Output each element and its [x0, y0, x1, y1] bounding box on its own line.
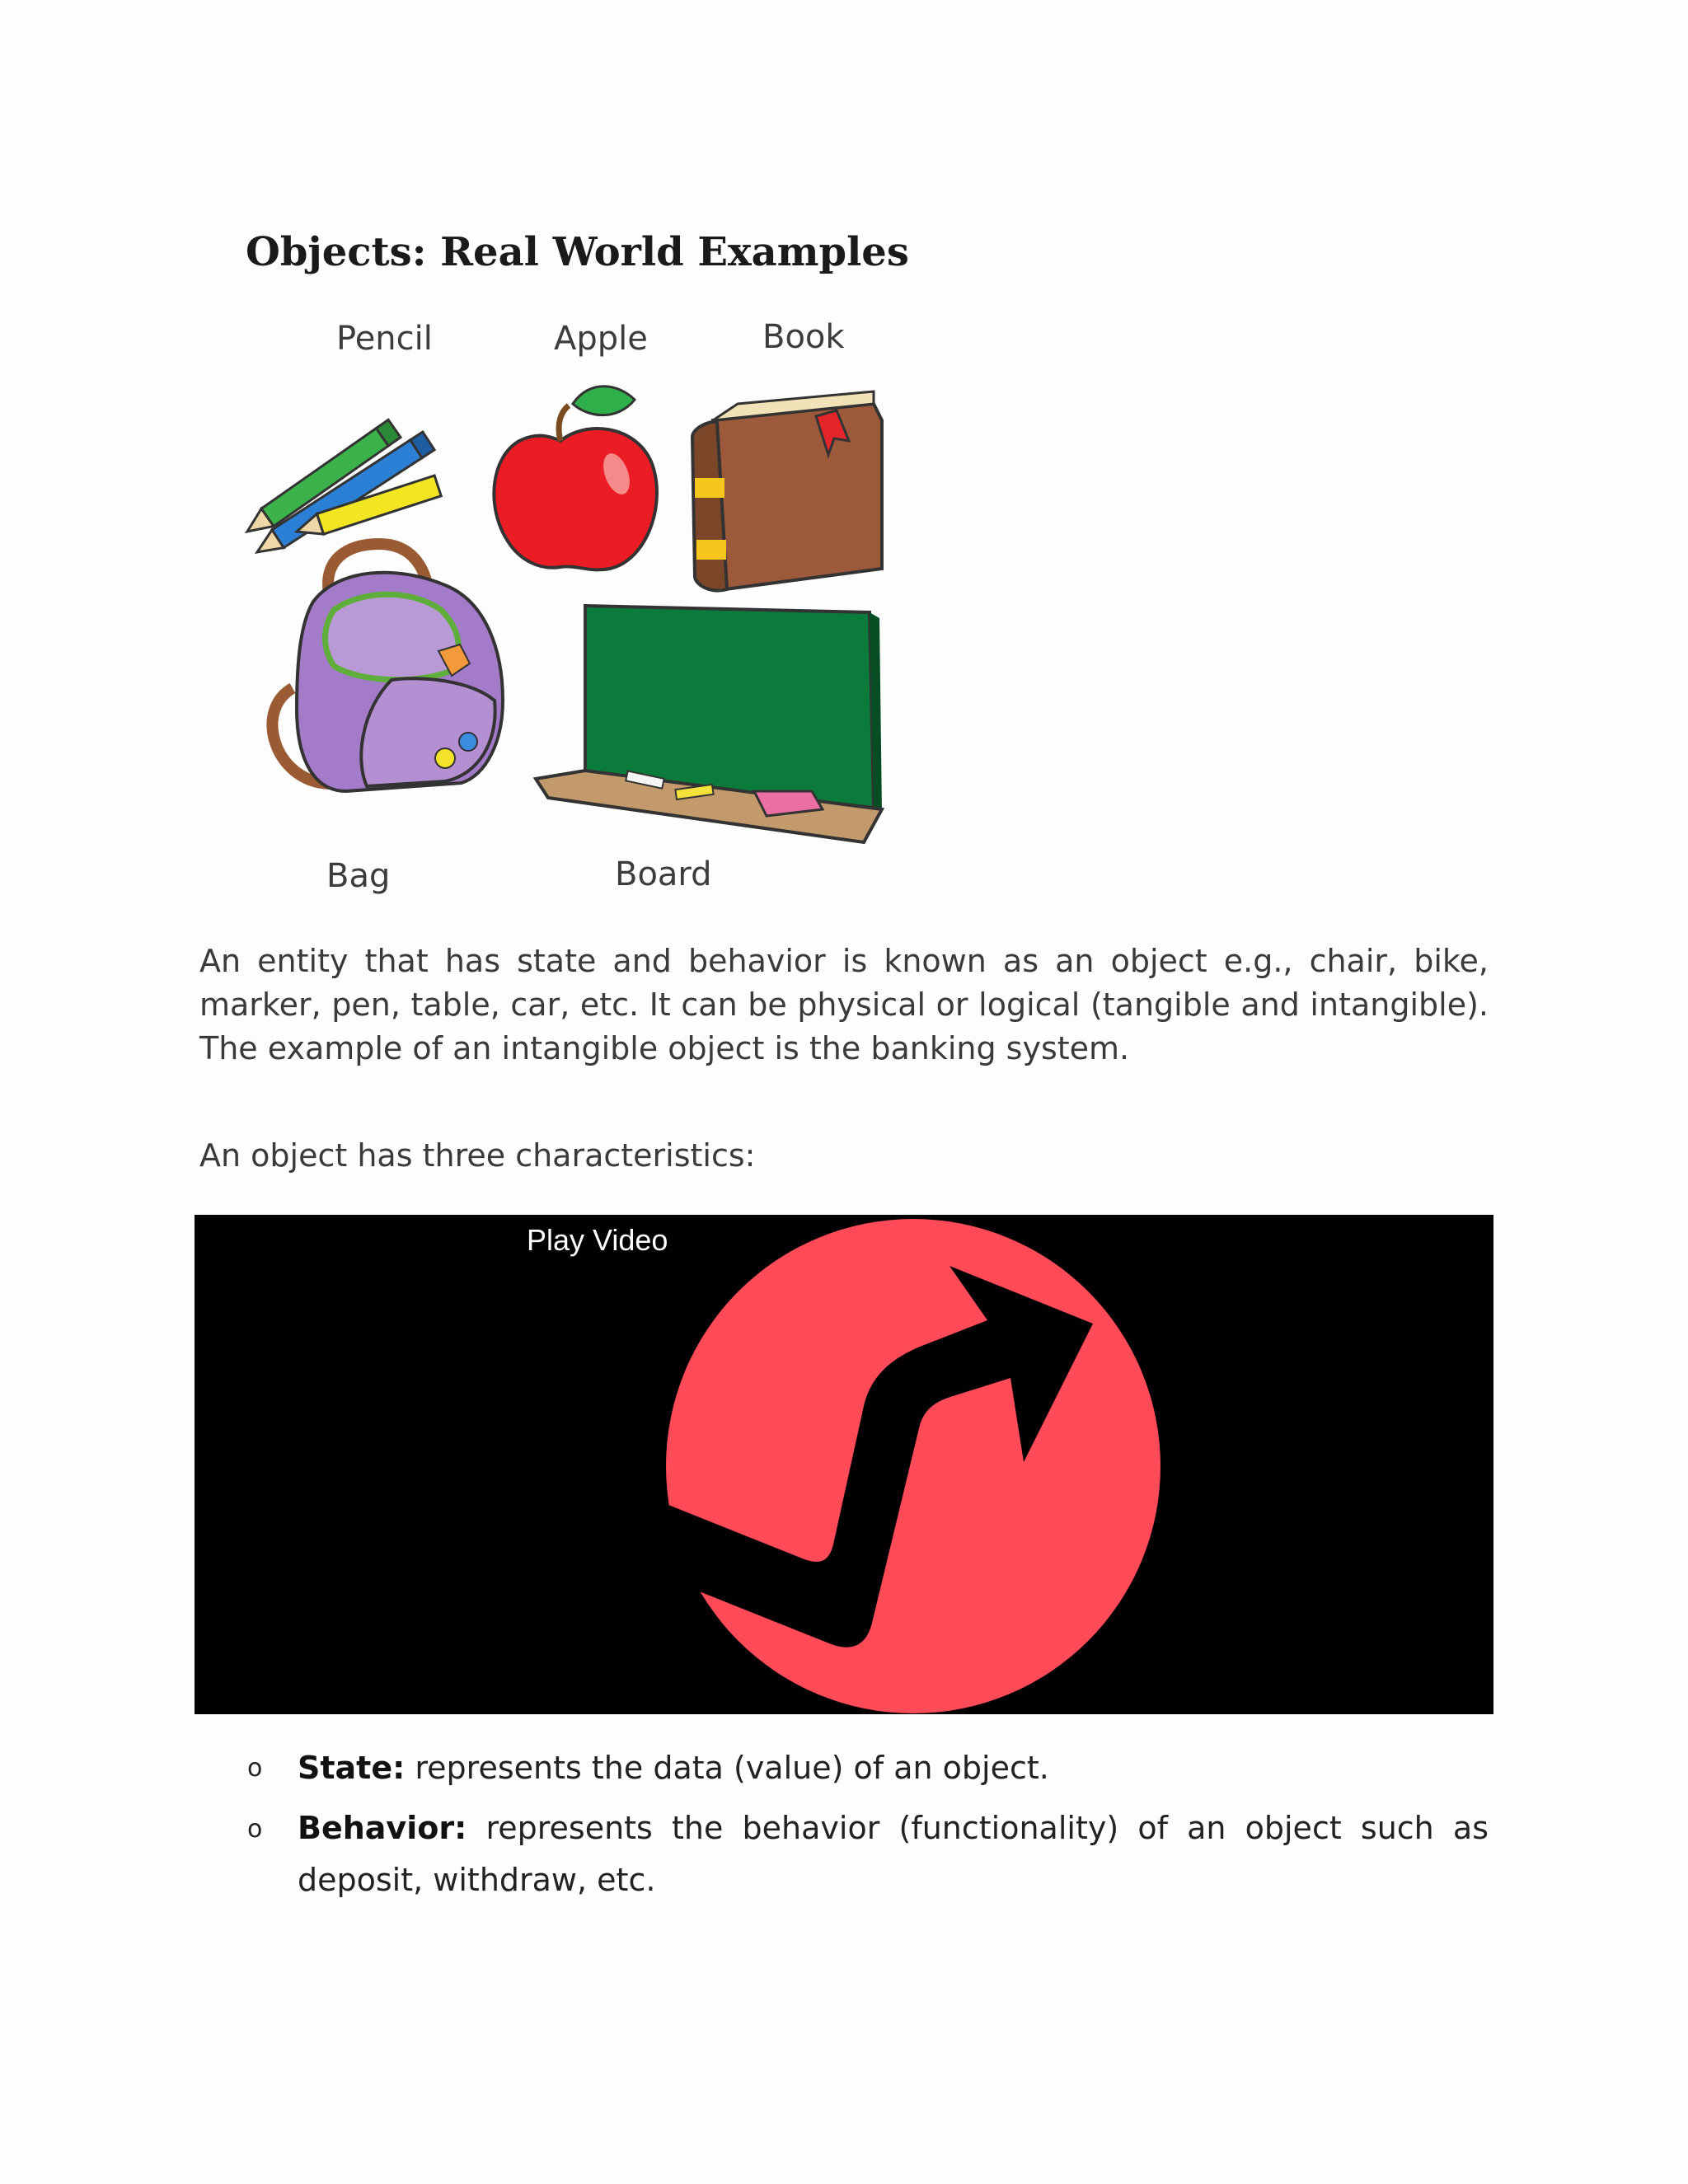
video-logo-icon — [195, 1215, 1493, 1714]
list-item — [298, 1802, 1489, 1906]
play-video-button[interactable]: Play Video — [527, 1223, 668, 1257]
list-item — [298, 1742, 1489, 1794]
pencil-icon — [241, 419, 442, 561]
intro-paragraph: An entity that has state and behavior is known as an object e.g., chair, bike, marker, pen, table, car, etc. It can be physical or logical (tangible and intangible). The example of an intangible object is the banking system. — [199, 943, 1489, 1066]
bag-icon — [272, 544, 503, 791]
board-label: Board — [615, 855, 712, 893]
bullet-description: represents the data (value) of an object. — [405, 1750, 1049, 1786]
pencil-label: Pencil — [336, 320, 433, 358]
apple-label: Apple — [554, 320, 648, 358]
bullet-marker: o — [247, 1815, 263, 1844]
figure-title: Objects: Real World Examples — [246, 229, 909, 275]
bullet-term: State: — [298, 1750, 406, 1786]
video-logo-circle — [666, 1219, 1160, 1713]
book-label: Book — [762, 318, 845, 356]
board-icon — [536, 606, 882, 842]
characteristics-paragraph: An object has three characteristics: — [199, 1137, 756, 1174]
apple-icon — [494, 387, 657, 570]
bullet-description: represents the behavior (functionality) of an object such as deposit, withdraw, etc. — [298, 1810, 1489, 1898]
bullet-marker: o — [247, 1754, 263, 1783]
objects-illustration — [223, 214, 907, 923]
bag-label: Bag — [326, 857, 391, 895]
bullet-term: Behavior: — [298, 1810, 467, 1846]
book-icon — [692, 391, 882, 591]
video-player[interactable] — [195, 1215, 1493, 1714]
